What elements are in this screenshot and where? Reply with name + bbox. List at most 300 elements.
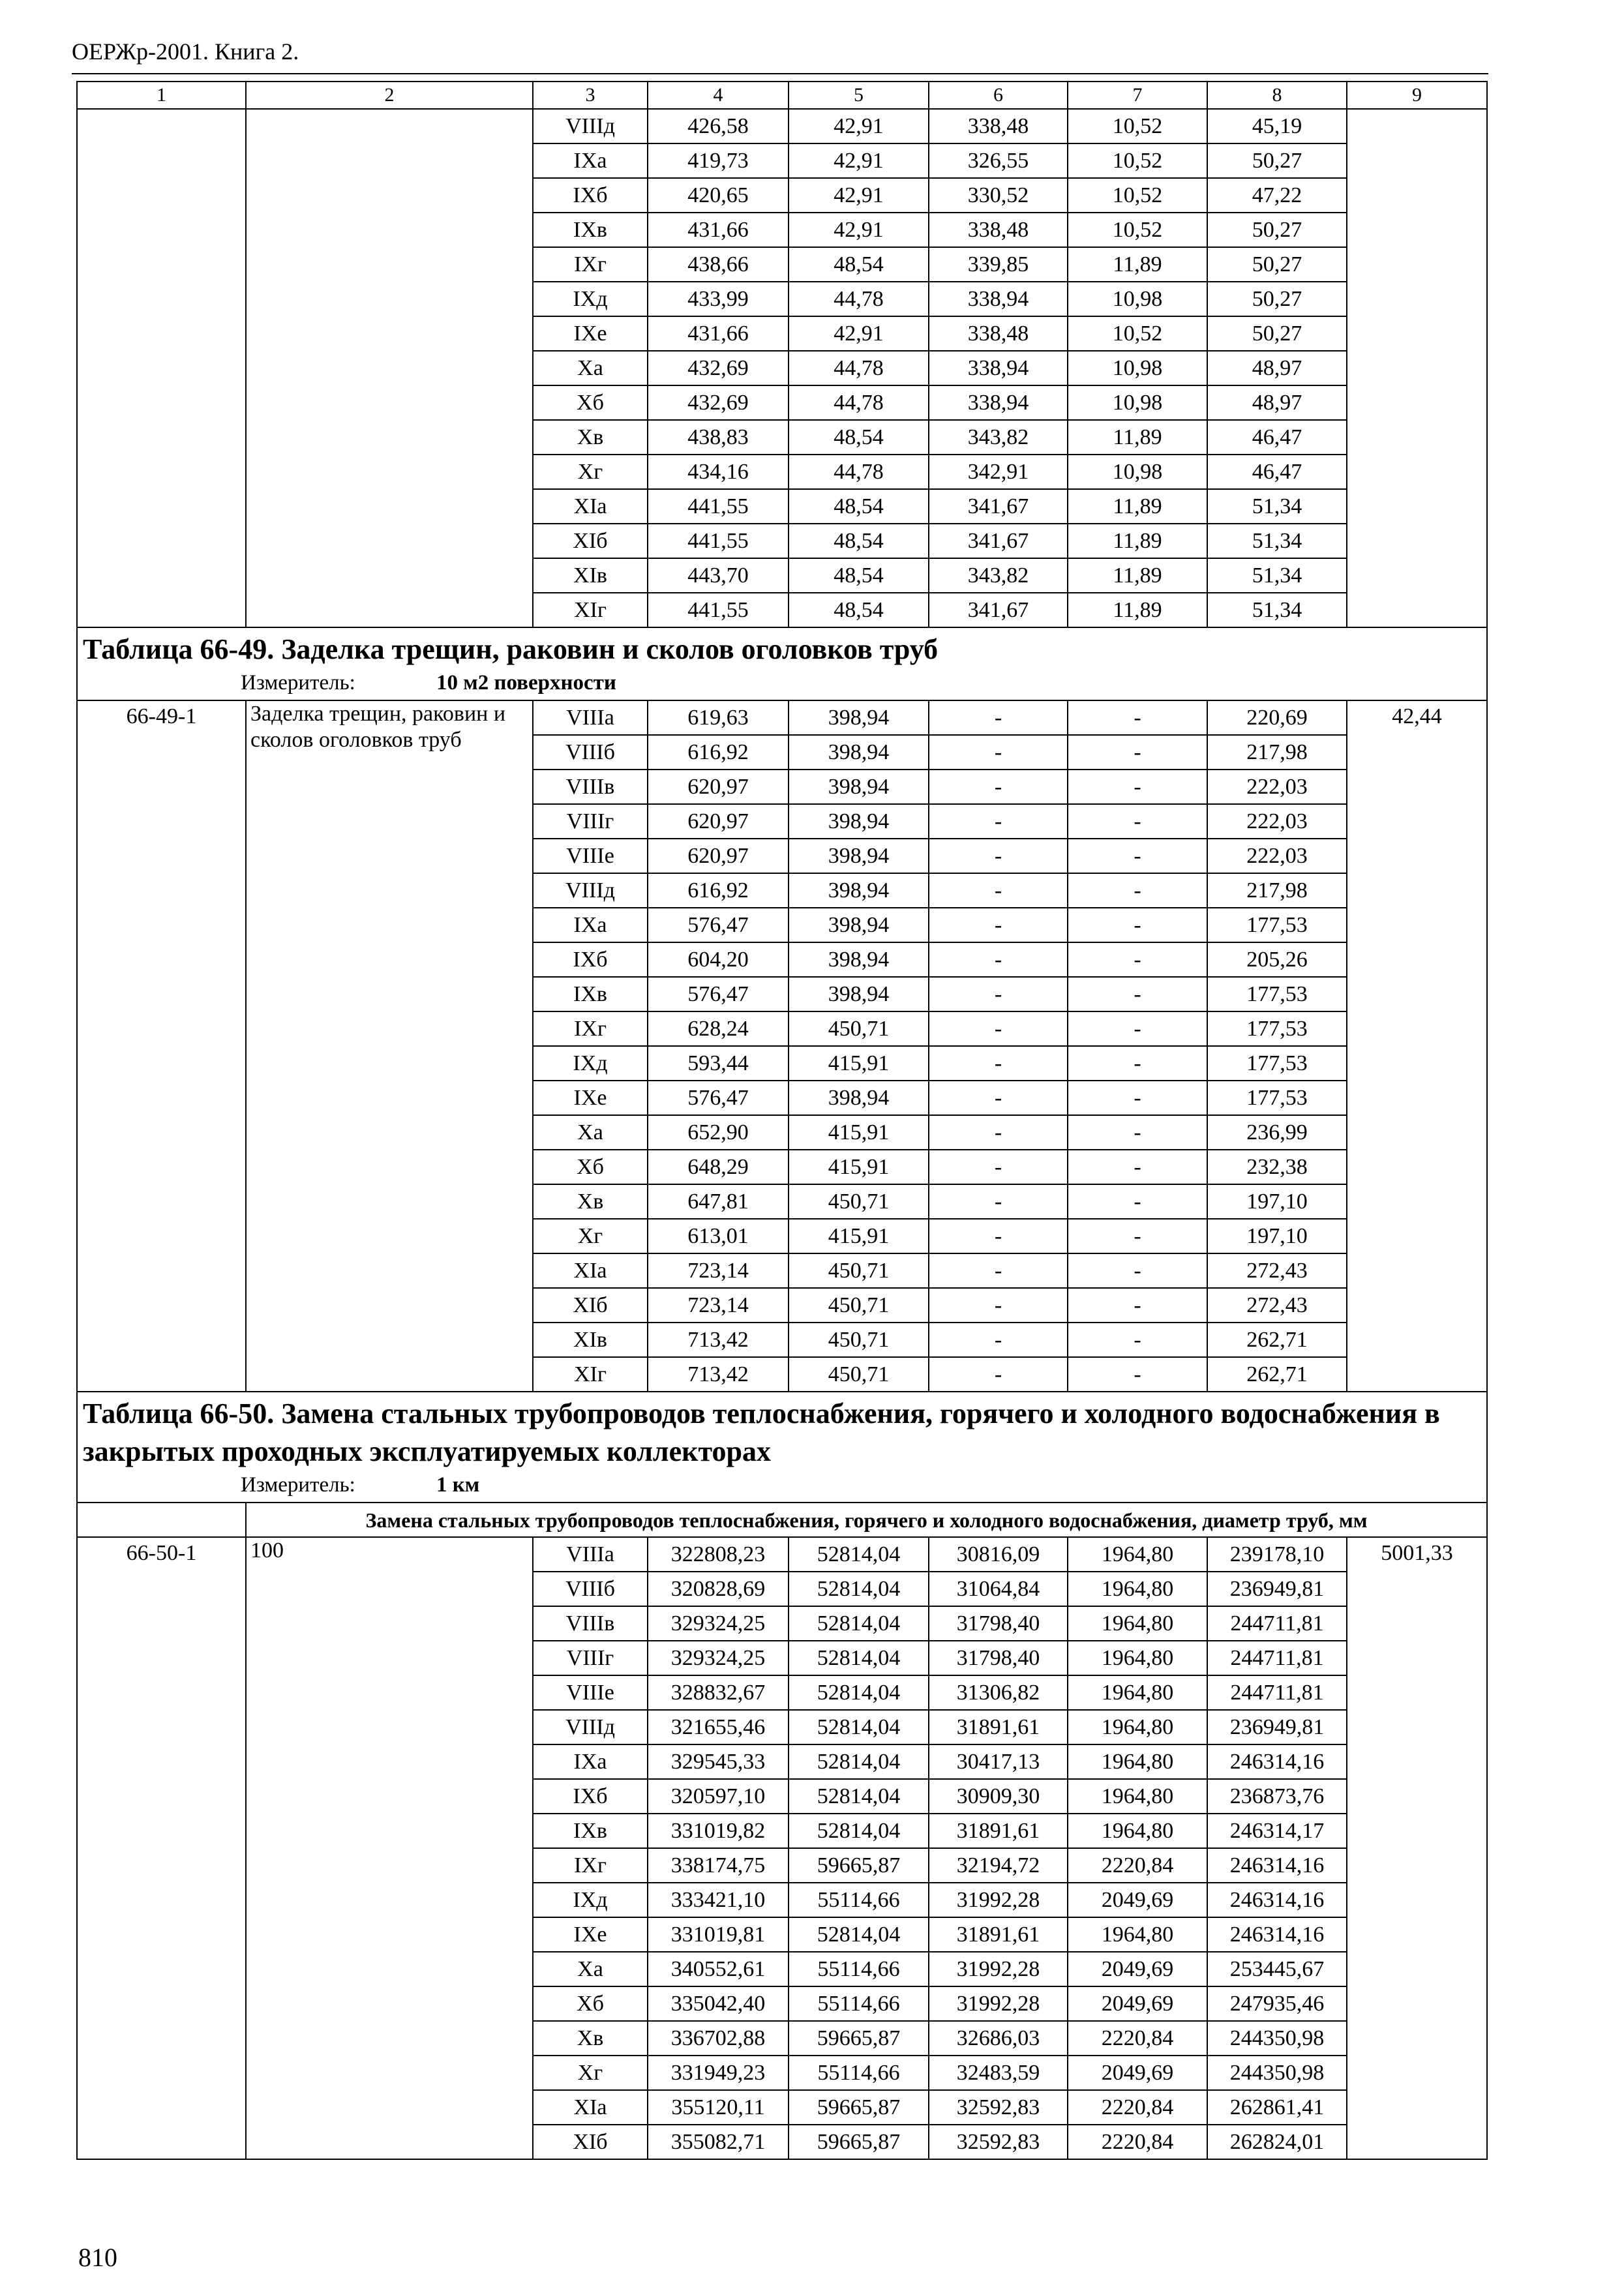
table-cell: 333421,10 xyxy=(648,1883,789,1917)
col9-cell: 5001,33 xyxy=(1347,1537,1487,2159)
table-cell: 713,42 xyxy=(648,1323,789,1357)
table-cell: 52814,04 xyxy=(789,1917,929,1952)
table-cell: 32592,83 xyxy=(929,2090,1068,2125)
table-cell: 450,71 xyxy=(789,1323,929,1357)
table-cell: 236949,81 xyxy=(1207,1710,1347,1744)
table-cell: - xyxy=(1068,804,1207,839)
table-cell: Xа xyxy=(533,1115,648,1150)
table-cell: - xyxy=(1068,1323,1207,1357)
table-cell: 52814,04 xyxy=(789,1641,929,1675)
table-cell: 31798,40 xyxy=(929,1641,1068,1675)
col9-cell xyxy=(1347,109,1487,627)
table-cell: 222,03 xyxy=(1207,770,1347,804)
table-cell: 398,94 xyxy=(789,804,929,839)
table-cell: 648,29 xyxy=(648,1150,789,1184)
table-cell: 46,47 xyxy=(1207,420,1347,455)
table-cell: 246314,16 xyxy=(1207,1848,1347,1883)
subheading: Замена стальных трубопроводов теплоснабжения, горячего и холодного водоснабжения, диаметр труб, мм xyxy=(246,1503,1487,1537)
table-cell: IXд xyxy=(533,1046,648,1081)
table-cell: - xyxy=(929,1184,1068,1219)
table-cell: XIб xyxy=(533,2125,648,2159)
table-cell: 10,52 xyxy=(1068,316,1207,351)
table-cell: 341,67 xyxy=(929,489,1068,524)
table-cell: XIв xyxy=(533,558,648,593)
table-cell: IXд xyxy=(533,1883,648,1917)
table-cell: 336702,88 xyxy=(648,2021,789,2056)
running-header: ОЕРЖр-2001. Книга 2. xyxy=(72,38,299,65)
table-cell: 338,48 xyxy=(929,109,1068,143)
table-cell: 443,70 xyxy=(648,558,789,593)
table-cell: 50,27 xyxy=(1207,213,1347,247)
table-cell: 50,27 xyxy=(1207,247,1347,282)
table-cell: 343,82 xyxy=(929,558,1068,593)
table-cell: 593,44 xyxy=(648,1046,789,1081)
table-row xyxy=(77,700,1487,735)
table-cell: 616,92 xyxy=(648,873,789,908)
table-cell: - xyxy=(929,1150,1068,1184)
table-cell: - xyxy=(1068,1150,1207,1184)
table-cell: 217,98 xyxy=(1207,735,1347,770)
table-cell: 31891,61 xyxy=(929,1814,1068,1848)
table-cell: 42,91 xyxy=(789,178,929,213)
table-cell: 10,52 xyxy=(1068,178,1207,213)
table-cell: 1964,80 xyxy=(1068,1675,1207,1710)
table-cell: IXа xyxy=(533,143,648,178)
table-cell: Xа xyxy=(533,1952,648,1986)
table-cell: XIа xyxy=(533,1253,648,1288)
table-cell: 338,48 xyxy=(929,316,1068,351)
table-cell: 10,52 xyxy=(1068,213,1207,247)
table-cell: 450,71 xyxy=(789,1357,929,1392)
table-cell: VIIIб xyxy=(533,1572,648,1606)
table-cell: 244711,81 xyxy=(1207,1641,1347,1675)
table-cell: 329324,25 xyxy=(648,1641,789,1675)
table-cell: IXа xyxy=(533,1744,648,1779)
table-cell: 723,14 xyxy=(648,1288,789,1323)
table-cell: 10,98 xyxy=(1068,385,1207,420)
table-cell: 10,98 xyxy=(1068,282,1207,316)
table-cell: 246314,16 xyxy=(1207,1883,1347,1917)
table-cell: 619,63 xyxy=(648,700,789,735)
table-cell: - xyxy=(1068,873,1207,908)
measure-value: 10 м2 поверхности xyxy=(436,671,616,695)
column-number: 6 xyxy=(929,82,1068,109)
table-cell: 1964,80 xyxy=(1068,1814,1207,1848)
table-cell: 30816,09 xyxy=(929,1537,1068,1572)
table-cell: 44,78 xyxy=(789,455,929,489)
table-cell: - xyxy=(1068,1115,1207,1150)
table-cell: 239178,10 xyxy=(1207,1537,1347,1572)
table-cell: 2220,84 xyxy=(1068,1848,1207,1883)
table-cell: - xyxy=(929,1357,1068,1392)
table-cell: - xyxy=(929,1115,1068,1150)
measure-label: Измеритель: xyxy=(241,671,355,695)
section-header-cell xyxy=(77,627,1487,700)
table-cell: - xyxy=(929,942,1068,977)
table-cell: Xб xyxy=(533,1150,648,1184)
table-cell: 340552,61 xyxy=(648,1952,789,1986)
table-cell: 48,54 xyxy=(789,524,929,558)
table-cell: 330,52 xyxy=(929,178,1068,213)
column-number: 8 xyxy=(1207,82,1347,109)
table-cell: 59665,87 xyxy=(789,2021,929,2056)
table-cell: 343,82 xyxy=(929,420,1068,455)
table-cell: 326,55 xyxy=(929,143,1068,178)
table-cell: 339,85 xyxy=(929,247,1068,282)
table-cell: 450,71 xyxy=(789,1288,929,1323)
table-cell: 51,34 xyxy=(1207,558,1347,593)
table-cell: 42,91 xyxy=(789,143,929,178)
table-cell: 450,71 xyxy=(789,1184,929,1219)
table-cell: 338174,75 xyxy=(648,1848,789,1883)
table-cell: - xyxy=(929,770,1068,804)
column-number: 5 xyxy=(789,82,929,109)
table-cell: - xyxy=(929,977,1068,1011)
table-cell: 341,67 xyxy=(929,524,1068,558)
table-cell: VIIIв xyxy=(533,770,648,804)
table-cell: 450,71 xyxy=(789,1253,929,1288)
table-cell: Xг xyxy=(533,455,648,489)
table-cell: 450,71 xyxy=(789,1011,929,1046)
table-cell: 432,69 xyxy=(648,385,789,420)
table-title: Таблица 66-49. Заделка трещин, раковин и сколов оголовков труб xyxy=(83,633,939,665)
table-cell: 32194,72 xyxy=(929,1848,1068,1883)
table-cell: Xг xyxy=(533,2056,648,2090)
table-cell: Xв xyxy=(533,1184,648,1219)
table-cell: Xб xyxy=(533,1986,648,2021)
table-cell: 431,66 xyxy=(648,213,789,247)
table-cell: 244711,81 xyxy=(1207,1675,1347,1710)
table-cell: 246314,16 xyxy=(1207,1744,1347,1779)
table-cell: 713,42 xyxy=(648,1357,789,1392)
table-cell: 576,47 xyxy=(648,977,789,1011)
table-cell: 335042,40 xyxy=(648,1986,789,2021)
table-cell: IXг xyxy=(533,1011,648,1046)
table-cell: VIIIд xyxy=(533,873,648,908)
table-cell: 30909,30 xyxy=(929,1779,1068,1814)
table-cell: 1964,80 xyxy=(1068,1606,1207,1641)
table-cell: 11,89 xyxy=(1068,489,1207,524)
table-cell: 45,19 xyxy=(1207,109,1347,143)
table-cell: 342,91 xyxy=(929,455,1068,489)
table-cell: 31992,28 xyxy=(929,1986,1068,2021)
table-cell: 50,27 xyxy=(1207,143,1347,178)
table-cell: IXб xyxy=(533,1779,648,1814)
section-header xyxy=(77,627,1487,700)
table-cell: 398,94 xyxy=(789,770,929,804)
table-cell: 31891,61 xyxy=(929,1917,1068,1952)
table-cell: Xв xyxy=(533,2021,648,2056)
table-cell: XIг xyxy=(533,593,648,627)
table-cell: 11,89 xyxy=(1068,593,1207,627)
table-cell: 576,47 xyxy=(648,1081,789,1115)
table-cell: 321655,46 xyxy=(648,1710,789,1744)
subheading-spacer xyxy=(77,1503,246,1537)
table-cell: 338,94 xyxy=(929,385,1068,420)
table-cell: 438,83 xyxy=(648,420,789,455)
table-cell: 420,65 xyxy=(648,178,789,213)
table-cell: 431,66 xyxy=(648,316,789,351)
table-cell: 48,54 xyxy=(789,247,929,282)
table-cell: - xyxy=(1068,1357,1207,1392)
table-cell: - xyxy=(929,839,1068,873)
table-cell: 31798,40 xyxy=(929,1606,1068,1641)
table-cell: - xyxy=(1068,1288,1207,1323)
table-cell: - xyxy=(929,1081,1068,1115)
table-cell: 47,22 xyxy=(1207,178,1347,213)
table-cell: - xyxy=(929,1046,1068,1081)
table-cell: 31064,84 xyxy=(929,1572,1068,1606)
table-cell: 177,53 xyxy=(1207,908,1347,942)
table-cell: 48,54 xyxy=(789,420,929,455)
table-cell: 415,91 xyxy=(789,1150,929,1184)
table-cell: 42,91 xyxy=(789,316,929,351)
col9-cell: 42,44 xyxy=(1347,700,1487,1392)
table-cell: - xyxy=(1068,977,1207,1011)
table-cell: 55114,66 xyxy=(789,1986,929,2021)
table-cell: IXе xyxy=(533,1081,648,1115)
table-cell: - xyxy=(1068,1253,1207,1288)
column-number: 1 xyxy=(77,82,246,109)
table-cell: IXв xyxy=(533,1814,648,1848)
table-cell: - xyxy=(929,873,1068,908)
table-cell: 426,58 xyxy=(648,109,789,143)
table-cell: 44,78 xyxy=(789,385,929,420)
table-cell: 236,99 xyxy=(1207,1115,1347,1150)
table-cell: IXб xyxy=(533,942,648,977)
table-cell: 51,34 xyxy=(1207,489,1347,524)
table-cell: 42,91 xyxy=(789,213,929,247)
table-cell: 197,10 xyxy=(1207,1219,1347,1253)
section-header-cell xyxy=(77,1392,1487,1503)
table-cell: 10,98 xyxy=(1068,351,1207,385)
table-cell: 10,52 xyxy=(1068,109,1207,143)
column-number: 9 xyxy=(1347,82,1487,109)
table-cell: 398,94 xyxy=(789,908,929,942)
table-cell: XIа xyxy=(533,2090,648,2125)
table-cell: 441,55 xyxy=(648,524,789,558)
table-cell: 331949,23 xyxy=(648,2056,789,2090)
table-cell: 31992,28 xyxy=(929,1952,1068,1986)
table-cell: 50,27 xyxy=(1207,282,1347,316)
table-cell: 52814,04 xyxy=(789,1537,929,1572)
table-cell: 222,03 xyxy=(1207,839,1347,873)
table-cell: 620,97 xyxy=(648,839,789,873)
table-cell: 44,78 xyxy=(789,282,929,316)
table-cell: 434,16 xyxy=(648,455,789,489)
table-cell: 647,81 xyxy=(648,1184,789,1219)
table-cell: 31891,61 xyxy=(929,1710,1068,1744)
table-cell: 2049,69 xyxy=(1068,2056,1207,2090)
column-number: 3 xyxy=(533,82,648,109)
table-cell: 177,53 xyxy=(1207,1081,1347,1115)
table-cell: 438,66 xyxy=(648,247,789,282)
table-cell: 1964,80 xyxy=(1068,1537,1207,1572)
table-cell: - xyxy=(1068,735,1207,770)
table-cell: - xyxy=(1068,700,1207,735)
table-title: Таблица 66-50. Замена стальных трубопроводов теплоснабжения, горячего и холодного водоснабжения в закрытых проходных эксплуатируемых коллекторах xyxy=(83,1398,1440,1467)
table-cell: 723,14 xyxy=(648,1253,789,1288)
table-cell: 398,94 xyxy=(789,735,929,770)
table-cell: 55114,66 xyxy=(789,2056,929,2090)
table-cell: 48,97 xyxy=(1207,351,1347,385)
table-cell: 51,34 xyxy=(1207,524,1347,558)
table-cell: VIIIв xyxy=(533,1606,648,1641)
table-cell: 2049,69 xyxy=(1068,1952,1207,1986)
table-cell: 48,54 xyxy=(789,489,929,524)
table-cell: 246314,17 xyxy=(1207,1814,1347,1848)
table-cell: - xyxy=(929,1219,1068,1253)
table-cell: - xyxy=(1068,1219,1207,1253)
column-numbers-row xyxy=(77,82,1487,109)
table-cell: 322808,23 xyxy=(648,1537,789,1572)
table-cell: 59665,87 xyxy=(789,2125,929,2159)
table-cell: Xв xyxy=(533,420,648,455)
column-number: 2 xyxy=(246,82,533,109)
table-cell: 236949,81 xyxy=(1207,1572,1347,1606)
table-cell: 11,89 xyxy=(1068,420,1207,455)
table-cell: - xyxy=(929,1253,1068,1288)
table-cell: 220,69 xyxy=(1207,700,1347,735)
table-cell: 10,98 xyxy=(1068,455,1207,489)
table-cell: VIIIд xyxy=(533,1710,648,1744)
table-cell: 44,78 xyxy=(789,351,929,385)
table-cell: 1964,80 xyxy=(1068,1744,1207,1779)
table-cell: 30417,13 xyxy=(929,1744,1068,1779)
table-cell: 11,89 xyxy=(1068,524,1207,558)
table-cell: 329545,33 xyxy=(648,1744,789,1779)
table-cell: 616,92 xyxy=(648,735,789,770)
table-cell: 247935,46 xyxy=(1207,1986,1347,2021)
code-cell xyxy=(77,109,246,627)
table-cell: 613,01 xyxy=(648,1219,789,1253)
code-cell: 66-50-1 xyxy=(77,1537,246,2159)
table-cell: 52814,04 xyxy=(789,1710,929,1744)
table-cell: 42,91 xyxy=(789,109,929,143)
table-cell: 2220,84 xyxy=(1068,2021,1207,2056)
table-cell: 262861,41 xyxy=(1207,2090,1347,2125)
code-cell: 66-49-1 xyxy=(77,700,246,1392)
table-cell: 177,53 xyxy=(1207,1011,1347,1046)
table-cell: XIа xyxy=(533,489,648,524)
table-cell: 55114,66 xyxy=(789,1952,929,1986)
table-cell: 441,55 xyxy=(648,593,789,627)
table-cell: 205,26 xyxy=(1207,942,1347,977)
table-cell: 52814,04 xyxy=(789,1606,929,1641)
table-cell: 244711,81 xyxy=(1207,1606,1347,1641)
table-cell: Xб xyxy=(533,385,648,420)
table-cell: 398,94 xyxy=(789,977,929,1011)
table-cell: - xyxy=(1068,1081,1207,1115)
table-cell: 331019,81 xyxy=(648,1917,789,1952)
table-cell: IXб xyxy=(533,178,648,213)
rates-table xyxy=(76,81,1488,2160)
table-cell: 398,94 xyxy=(789,942,929,977)
table-cell: VIIIб xyxy=(533,735,648,770)
table-cell: - xyxy=(1068,839,1207,873)
table-cell: 398,94 xyxy=(789,873,929,908)
table-cell: 11,89 xyxy=(1068,558,1207,593)
table-cell: - xyxy=(1068,942,1207,977)
page-number: 810 xyxy=(78,2243,117,2272)
table-row xyxy=(77,1537,1487,1572)
table-cell: VIIIг xyxy=(533,804,648,839)
subheading-row xyxy=(77,1503,1487,1537)
table-cell: - xyxy=(1068,1011,1207,1046)
table-cell: 59665,87 xyxy=(789,2090,929,2125)
table-cell: 32483,59 xyxy=(929,2056,1068,2090)
table-cell: 52814,04 xyxy=(789,1572,929,1606)
table-cell: XIг xyxy=(533,1357,648,1392)
table-cell: 398,94 xyxy=(789,839,929,873)
table-cell: 52814,04 xyxy=(789,1779,929,1814)
table-cell: 10,52 xyxy=(1068,143,1207,178)
table-cell: 398,94 xyxy=(789,1081,929,1115)
table-cell: 32592,83 xyxy=(929,2125,1068,2159)
table-cell: IXд xyxy=(533,282,648,316)
table-cell: - xyxy=(929,804,1068,839)
table-cell: 31306,82 xyxy=(929,1675,1068,1710)
table-cell: 1964,80 xyxy=(1068,1710,1207,1744)
header-rule xyxy=(72,73,1488,74)
table-cell: 46,47 xyxy=(1207,455,1347,489)
table-cell: 177,53 xyxy=(1207,977,1347,1011)
table-cell: 415,91 xyxy=(789,1046,929,1081)
table-cell: VIIIе xyxy=(533,1675,648,1710)
table-cell: 628,24 xyxy=(648,1011,789,1046)
table-cell: - xyxy=(1068,1046,1207,1081)
measure-value: 1 км xyxy=(436,1473,480,1497)
table-cell: IXг xyxy=(533,1848,648,1883)
table-cell: 1964,80 xyxy=(1068,1917,1207,1952)
table-cell: 59665,87 xyxy=(789,1848,929,1883)
table-cell: 620,97 xyxy=(648,804,789,839)
section-header xyxy=(77,1392,1487,1503)
table-cell: XIв xyxy=(533,1323,648,1357)
table-cell: XIб xyxy=(533,1288,648,1323)
table-cell: 1964,80 xyxy=(1068,1641,1207,1675)
table-cell: - xyxy=(1068,908,1207,942)
table-cell: 1964,80 xyxy=(1068,1572,1207,1606)
table-cell: 2049,69 xyxy=(1068,1986,1207,2021)
table-cell: 52814,04 xyxy=(789,1814,929,1848)
column-number: 7 xyxy=(1068,82,1207,109)
table-cell: 262,71 xyxy=(1207,1323,1347,1357)
table-cell: Xа xyxy=(533,351,648,385)
table-cell: - xyxy=(929,908,1068,942)
name-cell: Заделка трещин, раковин и сколов оголовков труб xyxy=(246,700,533,1392)
table-cell: 320828,69 xyxy=(648,1572,789,1606)
table-cell: 329324,25 xyxy=(648,1606,789,1641)
table-cell: - xyxy=(929,1323,1068,1357)
table-cell: VIIIе xyxy=(533,839,648,873)
table-cell: 244350,98 xyxy=(1207,2021,1347,2056)
table-cell: IXа xyxy=(533,908,648,942)
table-cell: IXе xyxy=(533,1917,648,1952)
table-cell: VIIIа xyxy=(533,1537,648,1572)
table-cell: VIIIд xyxy=(533,109,648,143)
measure-label: Измеритель: xyxy=(241,1473,355,1497)
table-cell: - xyxy=(929,735,1068,770)
table-cell: 419,73 xyxy=(648,143,789,178)
table-cell: 262,71 xyxy=(1207,1357,1347,1392)
table-cell: 355082,71 xyxy=(648,2125,789,2159)
table-cell: 320597,10 xyxy=(648,1779,789,1814)
table-cell: 48,54 xyxy=(789,593,929,627)
table-cell: Xг xyxy=(533,1219,648,1253)
table-cell: 620,97 xyxy=(648,770,789,804)
table-cell: 48,97 xyxy=(1207,385,1347,420)
